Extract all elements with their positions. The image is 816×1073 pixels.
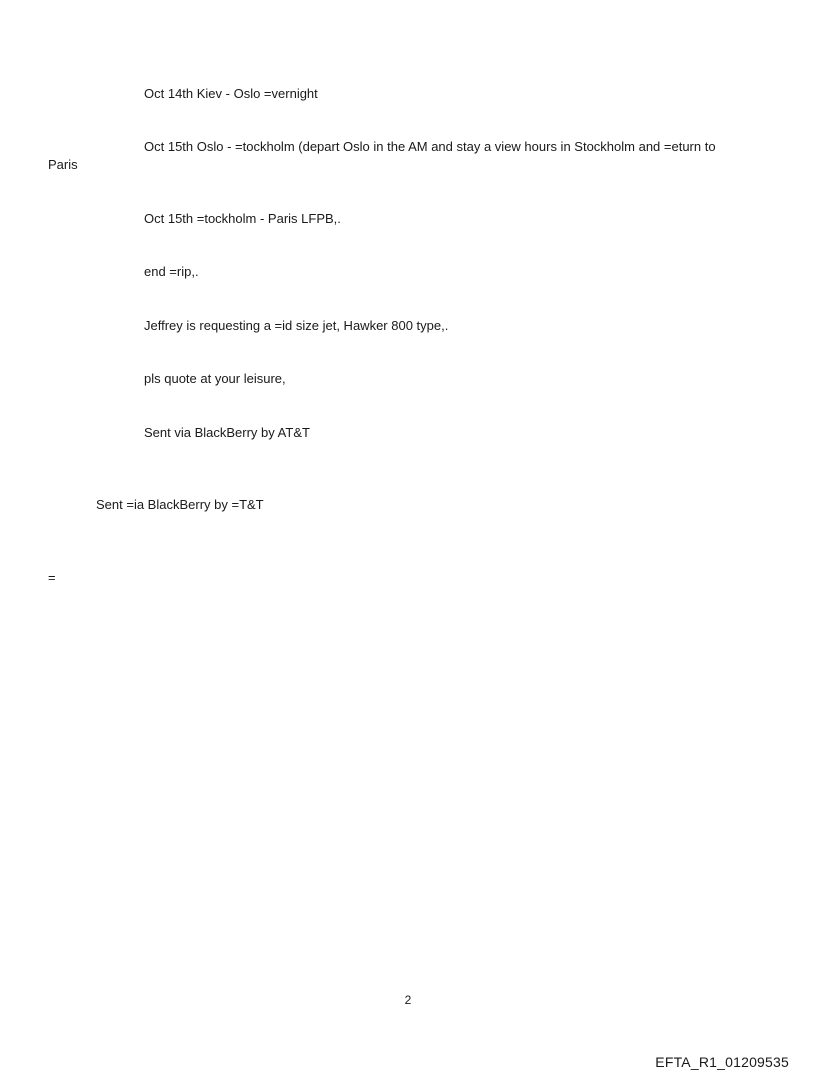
trailing-mark: =: [48, 570, 56, 585]
bates-number: EFTA_R1_01209535: [655, 1054, 789, 1070]
quote-request-line: pls quote at your leisure,: [144, 371, 286, 386]
itinerary-line-kiev-oslo: Oct 14th Kiev - Oslo =vernight: [144, 86, 318, 101]
itinerary-line-end-trip: end =rip,.: [144, 264, 199, 279]
itinerary-line-oslo-stockholm: Oct 15th Oslo - =tockholm (depart Oslo in the AM and stay a view hours in Stockholm and =eturn to: [144, 139, 716, 154]
signature-outer: Sent =ia BlackBerry by =T&T: [96, 497, 264, 512]
itinerary-line-oslo-stockholm-continued: Paris: [48, 157, 78, 172]
signature-inner: Sent via BlackBerry by AT&T: [144, 425, 310, 440]
page-number: 2: [404, 993, 412, 1007]
itinerary-line-stockholm-paris: Oct 15th =tockholm - Paris LFPB,.: [144, 211, 341, 226]
request-line: Jeffrey is requesting a =id size jet, Hawker 800 type,.: [144, 318, 449, 333]
